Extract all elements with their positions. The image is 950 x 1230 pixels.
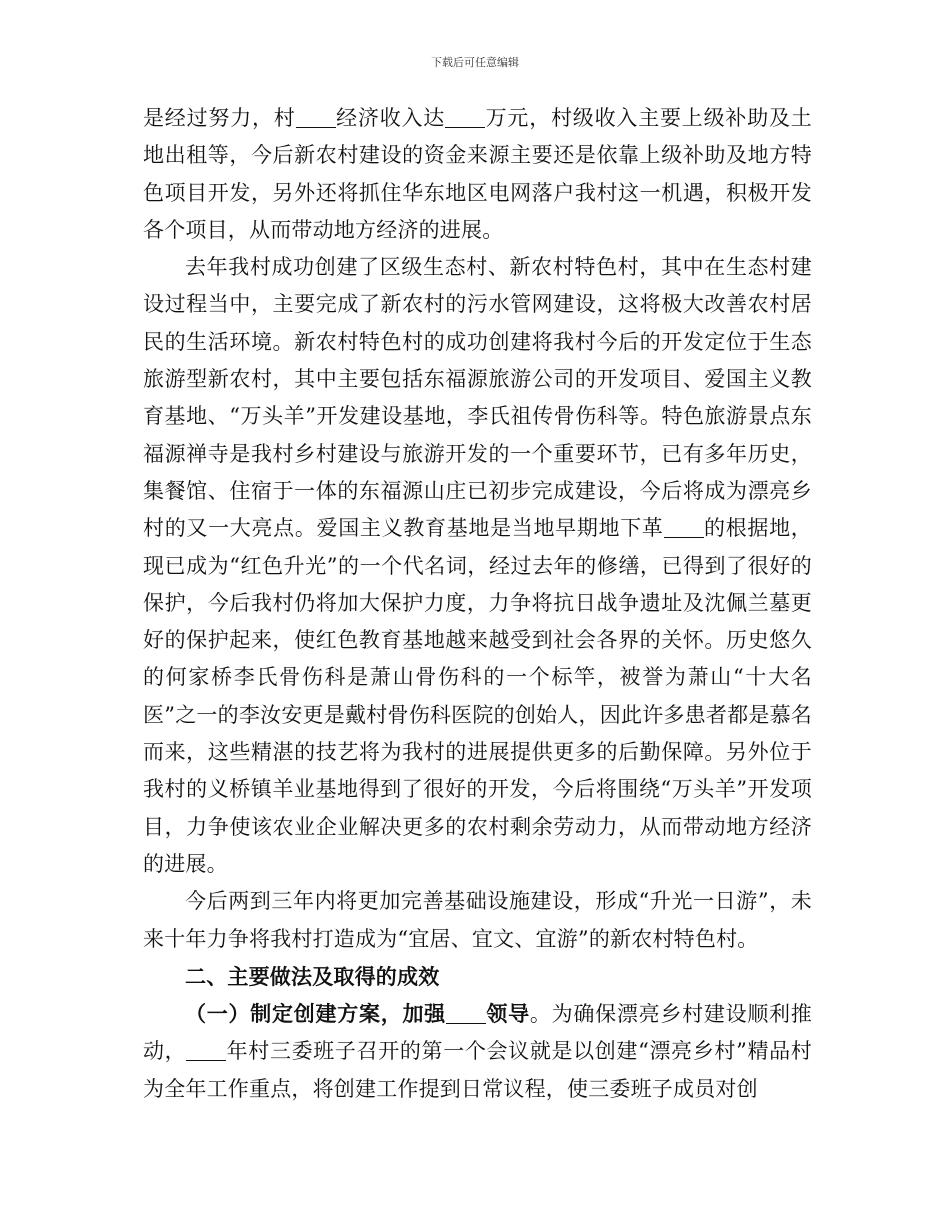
paragraph-1 <box>143 100 812 249</box>
section-heading: 二、主要做法及取得的成效 <box>185 963 440 989</box>
document-body <box>143 100 812 1108</box>
paragraph-3: 今后两到三年内将更加完善基础设施建设，形成“升光一日游”，未来十年力争将我村打造成为“宜居、宜文、宜游”的新农村特色村。 <box>143 889 812 951</box>
blank-underline <box>186 1039 226 1061</box>
p1-text-3: 万元，村级收入主要上级补助及土地出租等，今后新农村建设的资金来源主要还是依靠上级补助及地方特色项目开发，另外还将抓住华东地区电网落户我村这一机遇，积极开发各个项目，从而带动地方经济的进展。 <box>143 106 813 242</box>
blank-underline <box>446 1002 486 1024</box>
subsection-heading-part-2: 领导 <box>485 1001 530 1027</box>
blank-underline <box>445 106 485 128</box>
paragraph-2 <box>143 249 812 883</box>
paragraph-4 <box>143 995 812 1108</box>
p4-text-2: 年村三委班子召开的第一个会议就是以创建“漂亮乡村”精品村为全年工作重点，将创建工作提到日常议程，使三委班子成员对创 <box>143 1039 812 1101</box>
blank-underline <box>664 516 704 538</box>
blank-underline <box>296 106 336 128</box>
subsection-heading-part-1: （一）制定创建方案，加强 <box>185 1001 446 1027</box>
page-header: 下载后可任意编辑 <box>431 56 519 69</box>
p4-text-1: 。为确保漂亮乡村建设顺利推动， <box>143 1002 813 1064</box>
p2-text-1: 去年我村成功创建了区级生态村、新农村特色村，其中在生态村建设过程当中，主要完成了新农村的污水管网建设，这将极大改善农村居民的生活环境。新农村特色村的成功创建将我村今后的开发定位于生态旅游型新农村，其中主要包括东福源旅游公司的开发项目、爱国主义教育基地、“万头羊”开发建设基地，李氏祖传骨伤科等。特色旅游景点东福源禅寺是我村乡村建设与旅游开发的一个重要环节，已有多年历史，集餐馆、住宿于一体的东福源山庄已初步完成建设，今后将成为漂亮乡村的又一大亮点。爱国主义教育基地是当地早期地下革 <box>143 255 812 541</box>
p1-text-2: 经济收入达 <box>335 106 446 130</box>
p2-text-2: 的根据地，现已成为“红色升光”的一个代名词，经过去年的修缮，已得到了很好的保护，今后我村仍将加大保护力度，力争将抗日战争遗址及沈佩兰墓更好的保护起来，使红色教育基地越来越受到社会各界的关怀。历史悠久的何家桥李氏骨伤科是萧山骨伤科的一个标竿，被誉为萧山“十大名医”之一的李汝安更是戴村骨伤科医院的创始人，因此许多患者都是慕名而来，这些精湛的技艺将为我村的进展提供更多的后勤保障。另外位于我村的义桥镇羊业基地得到了很好的开发，今后将围绕“万头羊”开发项目，力争使该农业企业解决更多的农村剩余劳动力，从而带动地方经济的进展。 <box>143 516 812 876</box>
p1-text-1: 是经过努力，村 <box>143 106 296 130</box>
